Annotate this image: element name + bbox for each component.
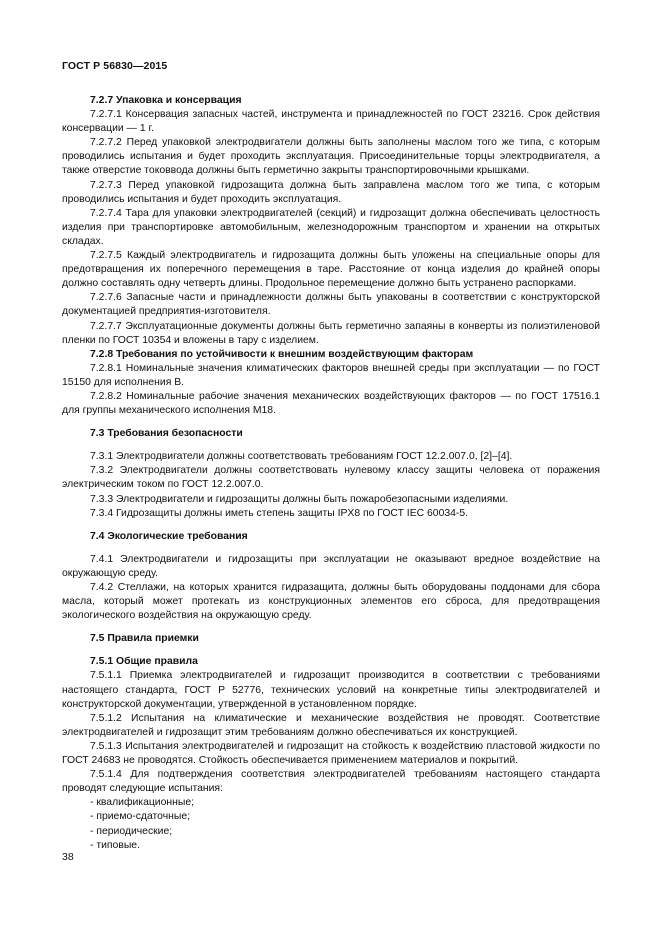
page-number: 38 — [62, 851, 74, 863]
list-item: - периодические; — [90, 825, 173, 837]
document-body — [62, 94, 600, 853]
paragraph: 7.3.4 Гидрозащиты должны иметь степень защиты IPX8 по ГОСТ IEC 60034-5. — [90, 507, 469, 519]
paragraph: 7.2.7.1 Консервация запасных частей, инструмента и принадлежностей по ГОСТ 23216. Срок действия консервации — 1 г. — [62, 109, 600, 135]
paragraph: 7.2.7.7 Эксплуатационные документы должны быть герметично запаяны в конверты из полиэтиленовой пленки по ГОСТ 10354 и вложены в тару с изделием. — [62, 320, 600, 346]
section-heading: 7.5 Правила приемки — [90, 633, 199, 645]
list-item: - приемо-сдаточные; — [90, 811, 191, 823]
section-heading: 7.3 Требования безопасности — [90, 428, 243, 440]
section-spacer — [62, 623, 600, 632]
paragraph: 7.2.7.6 Запасные части и принадлежности должны быть упакованы в соответствии с конструкторской документацией предприятия-изготовителя. — [62, 292, 600, 318]
paragraph: 7.2.8.1 Номинальные значения климатических факторов внешней среды при эксплуатации — по ГОСТ 15150 для исполнения В. — [62, 362, 600, 388]
paragraph: 7.2.7.4 Тара для упаковки электродвигателей (секций) и гидрозащит должна обеспечивать целостность изделия при транспортировке автомобильным, железнодорожным транспортом и хранении на открытых складах. — [62, 207, 600, 247]
section-spacer — [62, 544, 600, 553]
paragraph: 7.5.1.3 Испытания электродвигателей и гидрозащит на стойкость к воздействию пластовой жидкости по ГОСТ 24683 не проводятся. Стойкость обеспечивается применением материалов и покрытий. — [62, 740, 600, 767]
section-heading: 7.5.1 Общие правила — [90, 656, 198, 668]
paragraph: 7.3.3 Электродвигатели и гидрозащиты должны быть пожаробезопасными изделиями. — [90, 493, 509, 505]
paragraph: 7.3.1 Электродвигатели должны соответствовать требованиям ГОСТ 12.2.007.0, [2]–[4]. — [90, 451, 513, 463]
paragraph: 7.4.1 Электродвигатели и гидрозащиты при эксплуатации не оказывают вредное воздействие на окружающую среду. — [62, 553, 600, 579]
paragraph: 7.5.1.1 Приемка электродвигателей и гидрозащит производится в соответствии с требованиями настоящего стандарта, ГОСТ Р 52776, технических условий на конкретные типы электродвигателей и конструкторской документации, утвержденной в установленном порядке. — [62, 670, 600, 710]
paragraph: 7.2.7.5 Каждый электродвигатель и гидрозащита должны быть уложены на специальные опоры для предотвращения их поперечного перемещения в таре. Расстояние от конца изделия до крайней опоры должно составлять одну четверть длины. Продольное перемещение должно быть устранено распорками. — [62, 250, 600, 290]
section-spacer — [62, 646, 600, 655]
section-spacer — [62, 521, 600, 530]
paragraph: 7.5.1.4 Для подтверждения соответствия электродвигателей требованиям настоящего стандарта проводят следующие испытания: — [62, 769, 600, 795]
paragraph: 7.5.1.2 Испытания на климатические и механические воздействия не проводят. Соответствие электродвигателей и гидрозащит этим требованиям должно обеспечиваться их конструкцией. — [62, 712, 600, 738]
document-code-header: ГОСТ Р 56830—2015 — [62, 60, 168, 72]
section-heading: 7.2.7 Упаковка и консервация — [90, 95, 242, 106]
list-item: - типовые. — [90, 839, 140, 851]
paragraph: 7.2.7.3 Перед упаковкой гидрозащита должна быть заправлена маслом того же типа, с которым проводились испытания и будет проходить эксплуатация. — [62, 179, 600, 205]
paragraph: 7.3.2 Электродвигатели должны соответствовать нулевому классу защиты человека от поражения электрическим током по ГОСТ 12.2.007.0. — [62, 465, 600, 491]
section-heading: 7.4 Экологические требования — [90, 530, 248, 542]
paragraph: 7.4.2 Стеллажи, на которых хранится гидразащита, должны быть оборудованы поддонами для сбора масла, который может протекать из конструкционных элементов его сброса, для предотвращения экологического воздействия на окружающую среду. — [62, 582, 600, 622]
paragraph: 7.2.7.2 Перед упаковкой электродвигатели должны быть заполнены маслом того же типа, с которым проводились испытания и будет проходить эксплуатация. Присоединительные торцы электродвигателя, а также отверстие токоввода должны быть герметично закрыты транспортировочными крышками. — [62, 137, 600, 177]
list-item: - квалификационные; — [90, 797, 194, 809]
section-heading: 7.2.8 Требования по устойчивости к внешним воздействующим факторам — [90, 348, 474, 360]
section-spacer — [62, 441, 600, 450]
paragraph: 7.2.8.2 Номинальные рабочие значения механических воздействующих факторов — по ГОСТ 17516.1 для группы механического исполнения М18. — [62, 390, 600, 417]
section-spacer — [62, 418, 600, 427]
